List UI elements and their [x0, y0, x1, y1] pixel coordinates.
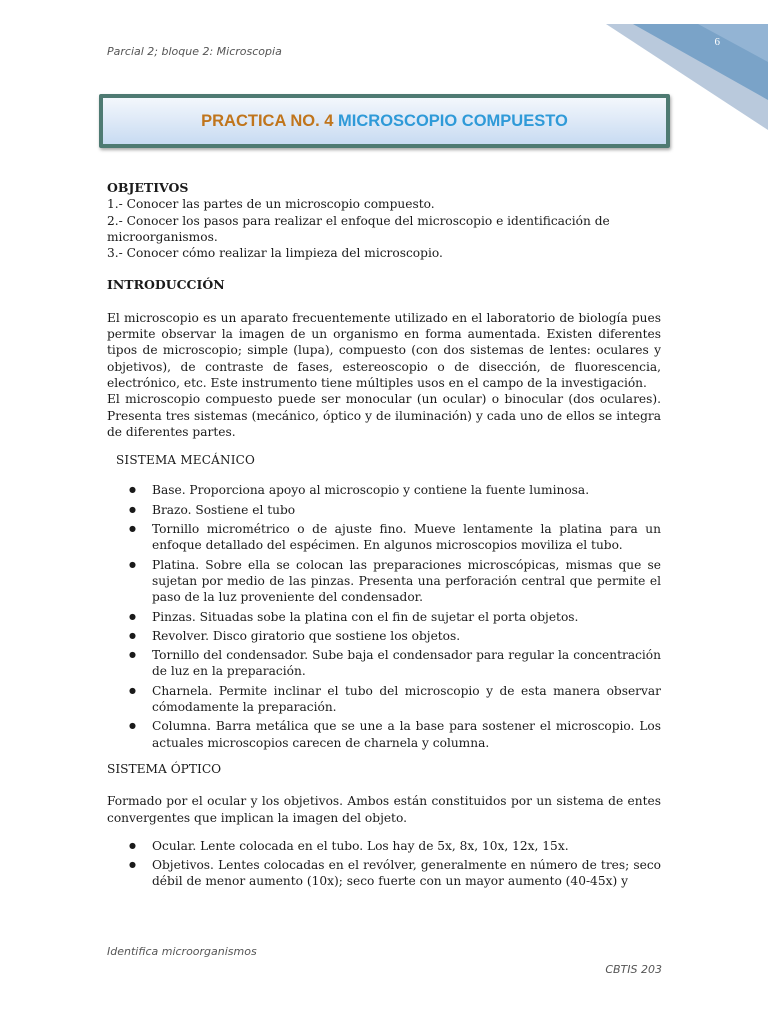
sistema-mecanico-list [107, 482, 661, 750]
list-item: ● Base. Proporciona apoyo al microscopio y contiene la fuente luminosa. [152, 482, 661, 498]
footer-left: Identifica microorganismos [107, 945, 257, 958]
introduccion-heading: INTRODUCCIÓN [107, 277, 225, 293]
list-item: ● Revolver. Disco giratorio que sostiene los objetos. [152, 628, 661, 644]
title-topic: MICROSCOPIO COMPUESTO [338, 111, 568, 130]
page-number: 6 [714, 36, 720, 48]
objetivo-2: 2.- Conocer los pasos para realizar el enfoque del microscopio e identificación de microorganismos. [107, 213, 610, 244]
objetivos-heading: OBJETIVOS [107, 180, 189, 195]
list-item: ● Tornillo del condensador. Sube baja el condensador para regular la concentración de luz en la preparación. [152, 647, 661, 680]
document-body [107, 180, 661, 893]
page-header: Parcial 2; bloque 2: Microscopia [107, 45, 282, 58]
list-item: ● Ocular. Lente colocada en el tubo. Los hay de 5x, 8x, 10x, 12x, 15x. [152, 838, 661, 854]
footer-right: CBTIS 203 [605, 963, 662, 976]
sistema-optico-heading: SISTEMA ÓPTICO [107, 761, 222, 776]
list-item: ● Platina. Sobre ella se colocan las preparaciones microscópicas, mismas que se sujetan por medio de las pinzas. Presenta una perforación central que permite el paso de la luz proveniente del condensador. [152, 557, 661, 606]
introduccion-paragraph-2: El microscopio compuesto puede ser monocular (un ocular) o binocular (dos oculares). Presenta tres sistemas (mecánico, óptico y de iluminación) y cada uno de ellos se integra de diferentes partes. [107, 392, 661, 439]
introduccion-paragraph-1: El microscopio es un aparato frecuentemente utilizado en el laboratorio de biología pues permite observar la imagen de un organismo en forma aumentada. Existen diferentes tipos de microscopio; simple (lupa), compuesto (con dos sistemas de lentes: oculares y objetivos), de contraste de fases, estereoscopio o de disección, de fluorescencia, electrónico, etc. Este instrumento tiene múltiples usos en el campo de la investigación. [107, 310, 661, 390]
sistema-optico-list [107, 838, 661, 890]
list-item: ● Tornillo micrométrico o de ajuste fino. Mueve lentamente la platina para un enfoque detallado del espécimen. En algunos microscopios moviliza el tubo. [152, 521, 661, 554]
sistema-mecanico-heading: SISTEMA MECÁNICO [116, 453, 256, 468]
list-item: ● Objetivos. Lentes colocadas en el revólver, generalmente en número de tres; seco débil de menor aumento (10x); seco fuerte con un mayor aumento (40-45x) y [152, 857, 661, 890]
title-banner [99, 94, 670, 148]
list-item: ● Columna. Barra metálica que se une a la base para sostener el microscopio. Los actuales microscopios carecen de charnela y columna. [152, 718, 661, 751]
objetivo-1: 1.- Conocer las partes de un microscopio compuesto. [107, 197, 435, 212]
title-practice-number: PRACTICA NO. 4 [201, 111, 339, 130]
objetivo-3: 3.- Conocer cómo realizar la limpieza del microscopio. [107, 246, 443, 261]
list-item: ● Charnela. Permite inclinar el tubo del microscopio y de esta manera observar cómodamente la preparación. [152, 683, 661, 716]
sistema-optico-paragraph: Formado por el ocular y los objetivos. Ambos están constituidos por un sistema de entes convergentes que implican la imagen del objeto. [107, 794, 661, 825]
list-item: ● Pinzas. Situadas sobe la platina con el fin de sujetar el porta objetos. [152, 609, 661, 625]
list-item: ● Brazo. Sostiene el tubo [152, 502, 661, 518]
